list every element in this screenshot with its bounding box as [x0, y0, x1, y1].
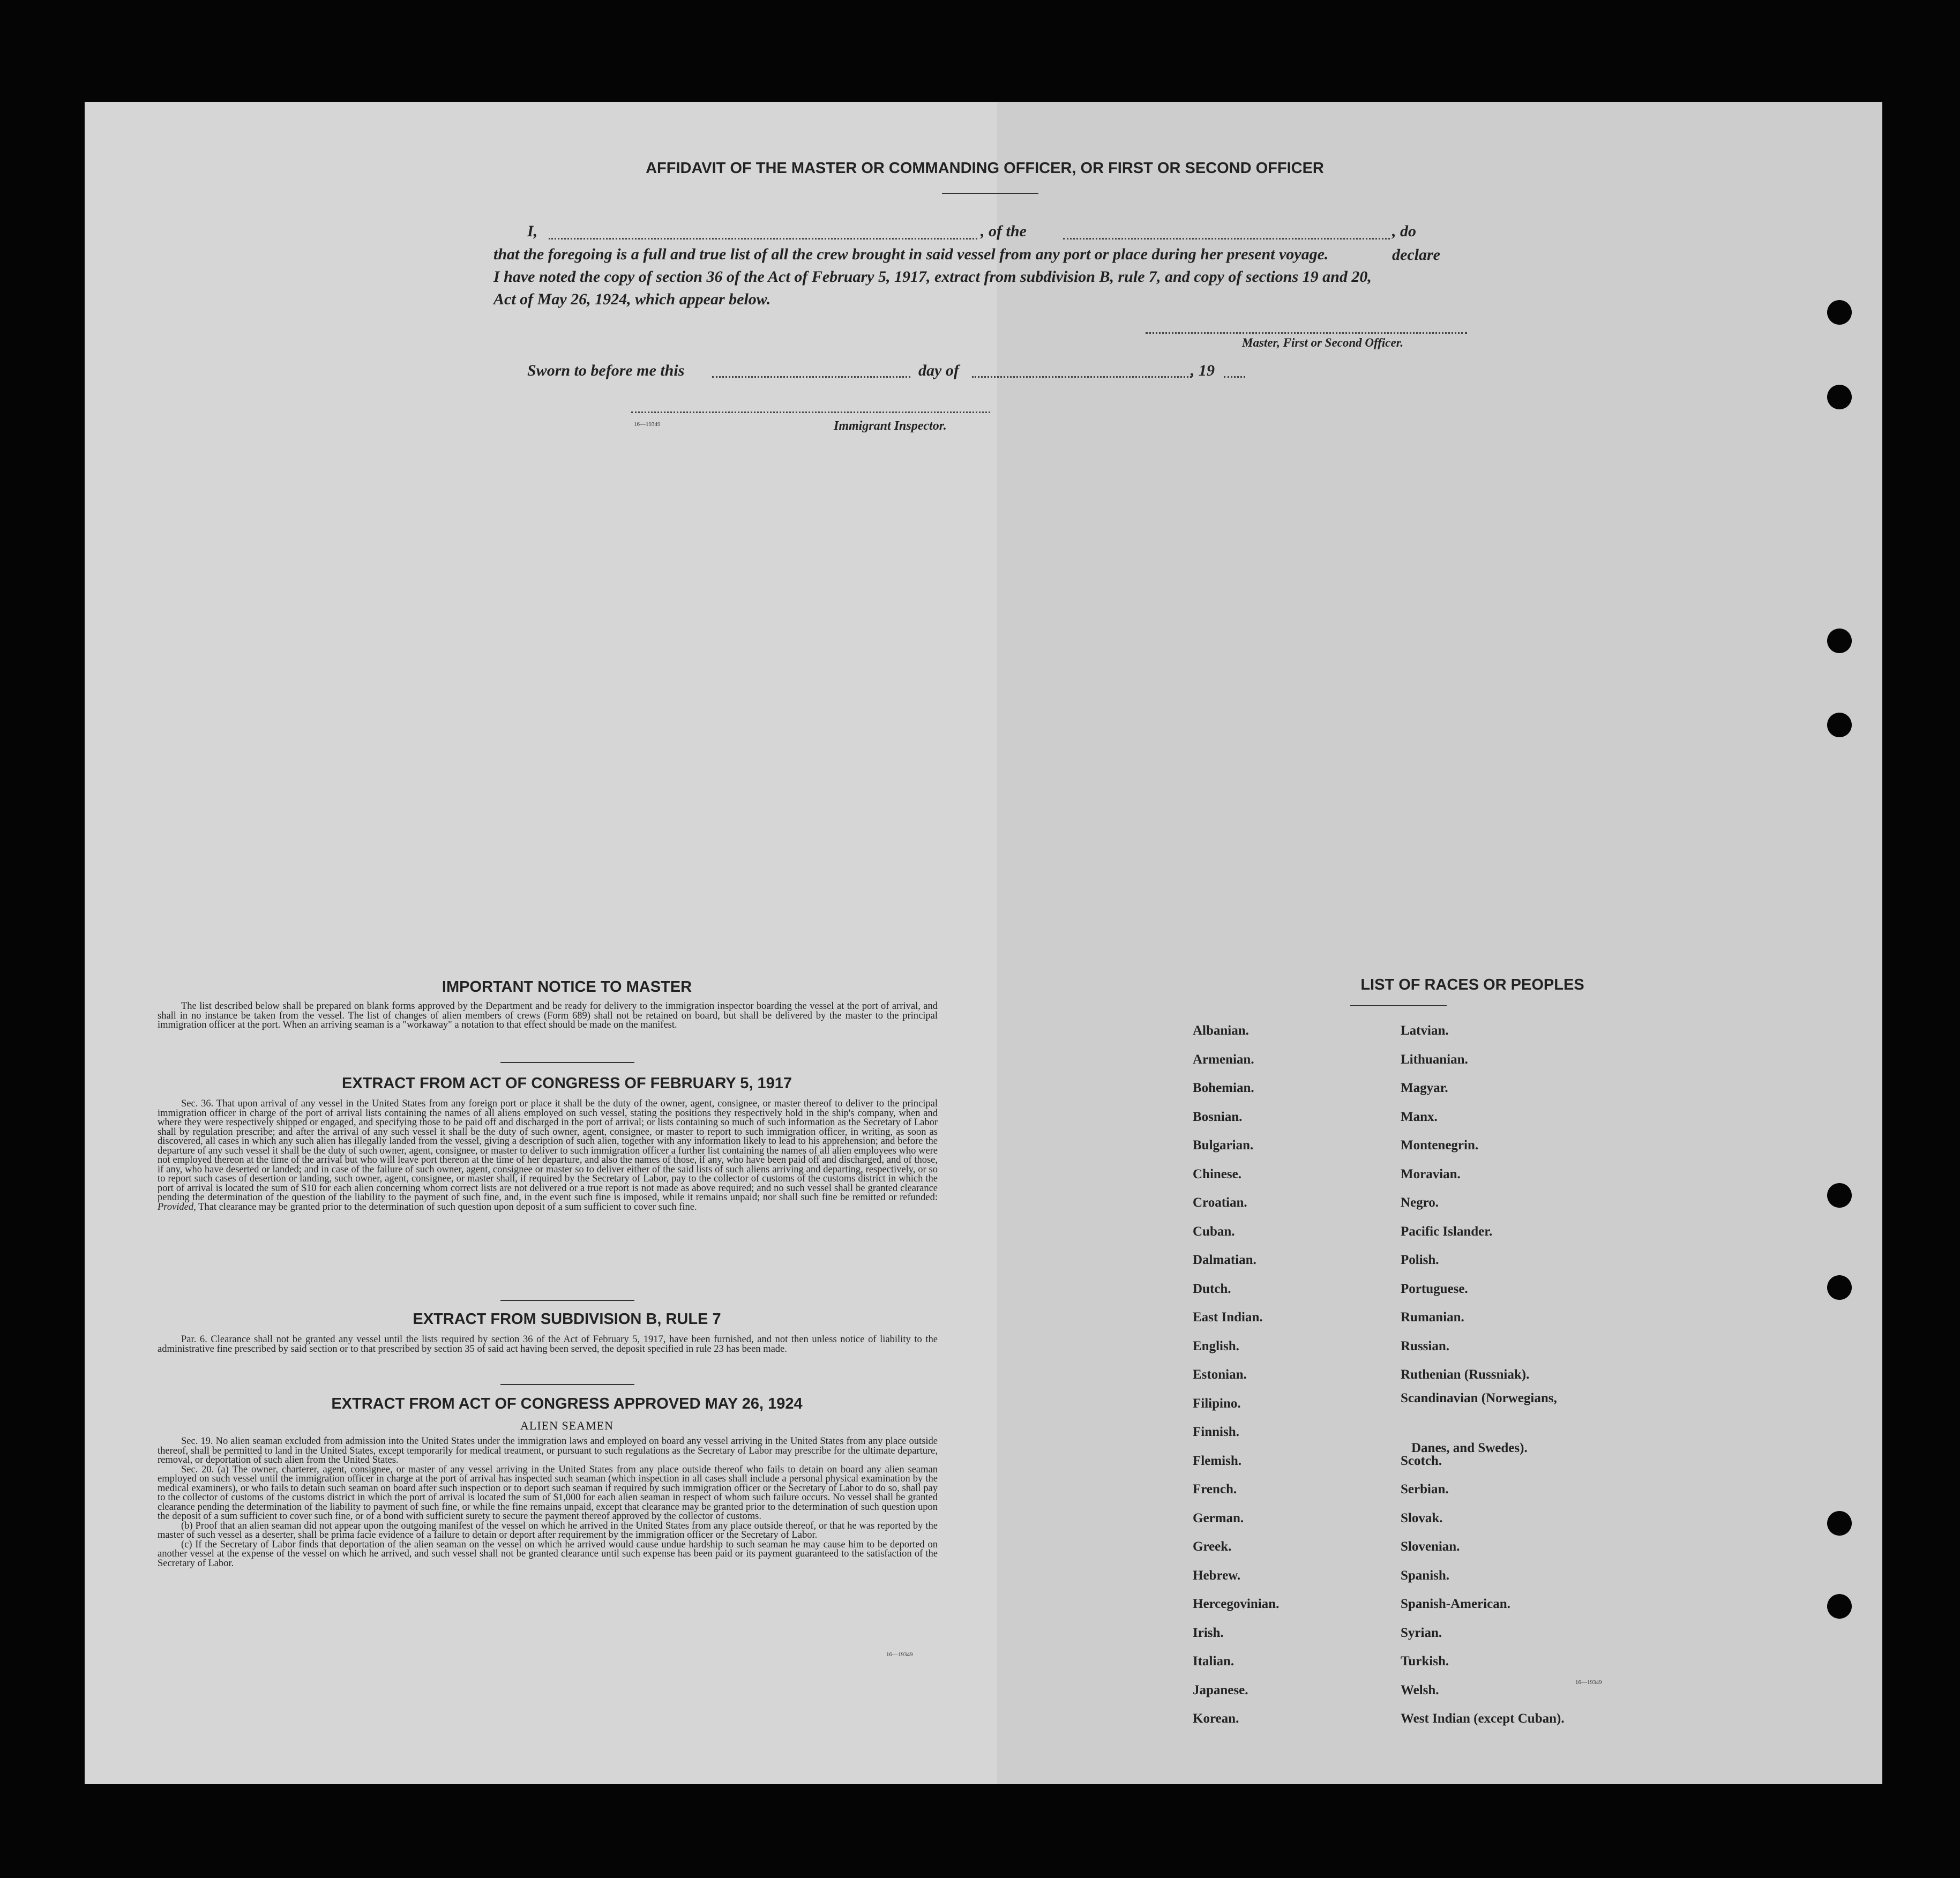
subdivision-b-rule — [500, 1384, 634, 1385]
subdivision-b-body: Par. 6. Clearance shall not be granted any vessel until the lists required by section 36 of the Act of February 5, 1917, have been furnished, and not then unless notice of liability to the administrative fine prescribed by said section or to that prescribed by section 35 of said act having been served, the deposit specified in rule 23 has been made. — [158, 1334, 938, 1355]
extract-1924-text-block — [158, 1437, 938, 1568]
race-item: Spanish. — [1401, 1568, 1450, 1583]
race-item: Bulgarian. — [1193, 1138, 1254, 1153]
race-item: Dalmatian. — [1193, 1253, 1256, 1267]
affidavit-title: AFFIDAVIT OF THE MASTER OR COMMANDING OFFICER, OR FIRST OR SECOND OFFICER — [646, 160, 1324, 177]
extract-1917-proviso: That clearance may be granted prior to the determination of such question upon deposit of a sum sufficient to cover such fine. — [198, 1201, 697, 1213]
affidavit-form-number: 16—19349 — [634, 421, 661, 428]
race-item: Ruthenian (Russniak). — [1401, 1367, 1530, 1382]
punch-hole — [1827, 1511, 1852, 1536]
race-item: English. — [1193, 1338, 1239, 1353]
race-item: Italian. — [1193, 1654, 1235, 1668]
punch-hole — [1827, 713, 1852, 737]
race-item: Lithuanian. — [1401, 1052, 1468, 1067]
extract-1917-title: EXTRACT FROM ACT OF CONGRESS OF FEBRUARY 5, 1917 — [341, 1075, 792, 1092]
punch-hole — [1827, 1594, 1852, 1619]
notice-title: IMPORTANT NOTICE TO MASTER — [442, 978, 692, 996]
affidavit-line3: I have noted the copy of section 36 of the Act of February 5, 1917, extract from subdivision B, rule 7, and copy of sections 19 and 20, — [493, 268, 1372, 286]
extract-1924-subtitle: ALIEN SEAMEN — [520, 1419, 614, 1432]
race-item: Welsh. — [1401, 1682, 1439, 1697]
subdivision-b-title: EXTRACT FROM SUBDIVISION B, RULE 7 — [413, 1311, 721, 1328]
extract-1924-title: EXTRACT FROM ACT OF CONGRESS APPROVED MAY 26, 1924 — [331, 1395, 803, 1412]
race-item: Syrian. — [1401, 1625, 1442, 1640]
race-item: Dutch. — [1193, 1281, 1231, 1296]
extract-1917-sec: Sec. 36. — [181, 1098, 214, 1109]
name-blank — [549, 238, 977, 240]
race-item: Japanese. — [1193, 1682, 1248, 1697]
race-item: Portuguese. — [1401, 1281, 1468, 1296]
extract-1924-sec19: Sec. 19. No alien seaman excluded from admission into the United States under the immigration laws and employed on board any vessel arriving in the United States from any place outside thereof, shall be permitted to land in the United States, except temporarily for medical treatment, or pursuant to such regulations as the Secretary of Labor may prescribe for the ultimate departure, removal, or deportation of such alien from the United States. — [158, 1436, 938, 1465]
race-item: Hercegovinian. — [1193, 1597, 1280, 1611]
race-item: German. — [1193, 1510, 1244, 1525]
affidavit-line2: that the foregoing is a full and true list of all the crew brought in said vessel from any port or place during her present voyage. — [493, 245, 1329, 263]
race-item: East Indian. — [1193, 1310, 1263, 1325]
extract-1917-body: That upon arrival of any vessel in the United States from any foreign port or place it shall be the duty of the owner, agent, consignee, or master thereof to deliver to the principal immigration officer in charge of the port of arrival lists containing the names of all aliens employed on such vessel, stating the positions they respectively hold in the ship's company, when and where they were respectively shipped or engaged, and specifying those to be paid off and discharged in the port of arrival; or lists containing so much of such information as the Secretary of Labor shall by regulation prescribe; and after the arrival of any such vessel it shall be the duty of such owner, agent, consignee, or master to report to such immigration officer, in writing, as soon as discovered, all cases in which any such alien has illegally landed from the vessel, giving a description of such alien, together with any information likely to lead to his apprehension; and before the departure of any such vessel it shall be the duty of such owner, agent, consignee, or master to deliver to such immigration officer a further list containing the names of all alien employees who were not employed thereon at the time of the arrival but who will leave port thereon at the time of her departure, and also the names of those, if any, who have been paid off and discharged, and of those, if any, who have deserted or landed; and in case of the failure of such owner, agent, consignee or master so to deliver either of the said lists of such aliens arriving and departing, respectively, or so to report such cases of desertion or landing, such owner, agent, consignee, or master shall, if required by the Secretary of Labor, pay to the collector of customs of the customs district in which the port of arrival is located the sum of $10 for each alien concerning whom correct lists are not delivered or a true report is not made as above required; and no such vessel shall be granted clearance pending the determination of the question of the liability to the payment of such fine, and, in the event such fine is imposed, while it remains unpaid; nor shall such fine be remitted or refunded: — [158, 1098, 938, 1203]
race-item: Estonian. — [1193, 1367, 1247, 1382]
race-item: Turkish. — [1401, 1654, 1449, 1668]
sworn-year-blank — [1224, 376, 1245, 378]
race-item: West Indian (except Cuban). — [1401, 1711, 1565, 1726]
race-item: Bohemian. — [1193, 1081, 1254, 1095]
master-caption: Master, First or Second Officer. — [1242, 336, 1404, 349]
race-item: Latvian. — [1401, 1023, 1449, 1038]
sworn-prefix: Sworn to before me this — [527, 362, 685, 379]
affidavit-do-declare: , do declare — [1392, 222, 1440, 264]
race-item: Rumanian. — [1401, 1310, 1464, 1325]
race-item: Albanian. — [1193, 1023, 1249, 1038]
affidavit-of-the: , of the — [981, 222, 1027, 240]
inspector-signature-line — [631, 411, 990, 413]
race-item: Greek. — [1193, 1539, 1232, 1554]
punch-hole — [1827, 1275, 1852, 1300]
race-item: Flemish. — [1193, 1453, 1241, 1468]
races-title-rule — [1350, 1005, 1447, 1006]
sworn-year: , 19 — [1191, 362, 1215, 379]
extract-1924-form-number: 16—19349 — [886, 1651, 913, 1658]
sworn-line — [527, 359, 1385, 383]
notice-body: The list described below shall be prepared on blank forms approved by the Department and be ready for delivery to the immigration inspector boarding the vessel at the port of arrival, and shall in no instance be taken from the vessel. The list of changes of alien members of crews (Form 689) shall not be retained on board, but shall be delivered by the master to the principal immigration officer at the port. When an arriving seaman is a "workaway" a notation to that effect should be made on the manifest. — [158, 1001, 938, 1030]
race-item: Polish. — [1401, 1253, 1439, 1267]
race-item: Magyar. — [1401, 1081, 1448, 1095]
race-item: Cuban. — [1193, 1224, 1235, 1239]
race-item: Scandinavian (Norwegians, — [1401, 1390, 1557, 1405]
races-left-column — [1193, 1023, 1386, 1726]
race-item: Hebrew. — [1193, 1568, 1241, 1583]
sworn-day-blank — [712, 376, 910, 378]
race-item: Serbian. — [1401, 1482, 1449, 1497]
race-item: Bosnian. — [1193, 1109, 1243, 1124]
races-title: LIST OF RACES OR PEOPLES — [1360, 976, 1584, 993]
extract-1917-paragraph — [158, 1099, 938, 1212]
race-item: Montenegrin. — [1401, 1138, 1479, 1153]
punch-hole — [1827, 385, 1852, 409]
race-item: Russian. — [1401, 1338, 1450, 1353]
affidavit-line4: Act of May 26, 1924, which appear below. — [493, 290, 771, 308]
race-item: Croatian. — [1193, 1195, 1247, 1210]
race-item: Moravian. — [1401, 1166, 1461, 1181]
notice-rule — [500, 1062, 634, 1063]
race-item: Scotch. — [1401, 1453, 1442, 1468]
race-item: Slovenian. — [1401, 1539, 1460, 1554]
race-item: French. — [1193, 1482, 1237, 1497]
race-item: Slovak. — [1401, 1510, 1443, 1525]
race-item: Pacific Islander. — [1401, 1224, 1493, 1239]
race-item: Negro. — [1401, 1195, 1439, 1210]
affidavit-i: I, — [527, 222, 538, 240]
extract-1917-text-block — [158, 1099, 938, 1212]
punch-hole — [1827, 300, 1852, 325]
race-item: Spanish-American. — [1401, 1597, 1510, 1611]
race-item: Chinese. — [1193, 1166, 1241, 1181]
punch-hole — [1827, 1183, 1852, 1208]
race-item: Irish. — [1193, 1625, 1224, 1640]
extract-1924-sec20c: (c) If the Secretary of Labor finds that deportation of the alien seaman on the vessel on which he arrived would cause undue hardship to such seaman he may cause him to be deported on another vessel at the expense of the vessel on which he arrived, and such vessel shall not be granted clearance until such expense has been paid or its payment guaranteed to the satisfaction of the Secretary of Labor. — [158, 1539, 938, 1569]
subdivision-b-text-block — [158, 1335, 938, 1354]
race-item: Danes, and Swedes). — [1411, 1441, 1528, 1455]
extract-1917-rule — [500, 1300, 634, 1301]
affidavit-title-rule — [942, 193, 1038, 194]
vessel-blank — [1063, 238, 1390, 240]
race-item: Armenian. — [1193, 1052, 1254, 1067]
notice-text-block — [158, 1002, 938, 1030]
race-item: Korean. — [1193, 1711, 1239, 1726]
inspector-caption: Immigrant Inspector. — [834, 419, 947, 433]
race-item: Finnish. — [1193, 1425, 1239, 1439]
document-sheet — [85, 102, 1882, 1784]
race-item: Filipino. — [1193, 1396, 1241, 1411]
extract-1924-sec20a: Sec. 20. (a) The owner, charterer, agent, consignee, or master of any vessel arriving in the United States from any place outside thereof who fails to detain on board any alien seaman employed on such vessel until the immigration officer in charge at the port of arrival has inspected such seaman (which inspection in all cases shall include a personal physical examination by the medical examiners), or who fails to detain such seaman on board after such inspection or to deport such seaman if required by such immigration officer or the Secretary of Labor to do so, shall pay to the collector of customs of the customs district in which the port of arrival is located the sum of $1,000 for each alien seaman in respect of whom such failure occurs. No vessel shall be granted clearance pending the determination of the liability to payment of such fine, or while the fine remains unpaid, except that clearance may be granted prior to the determination of such question upon the deposit of a sum sufficient to cover such fine, or of a bond with sufficient surety to secure the payment thereof approved by the collector of customs. — [158, 1464, 938, 1522]
sworn-month-blank — [972, 376, 1192, 378]
extract-1917-proviso-label: Provided, — [158, 1201, 196, 1213]
sworn-day-of: day of — [918, 362, 959, 379]
extract-1924-sec20b: (b) Proof that an alien seaman did not appear upon the outgoing manifest of the vessel on which he arrived in the United States from any place outside thereof, or that he was reported by the master of such vessel as a deserter, shall be prima facie evidence of a failure to detain or deport after requirement by the immigration officer or the Secretary of Labor. — [158, 1520, 938, 1540]
punch-hole — [1827, 629, 1852, 653]
race-item: Manx. — [1401, 1109, 1438, 1124]
races-form-number: 16—19349 — [1575, 1679, 1602, 1686]
